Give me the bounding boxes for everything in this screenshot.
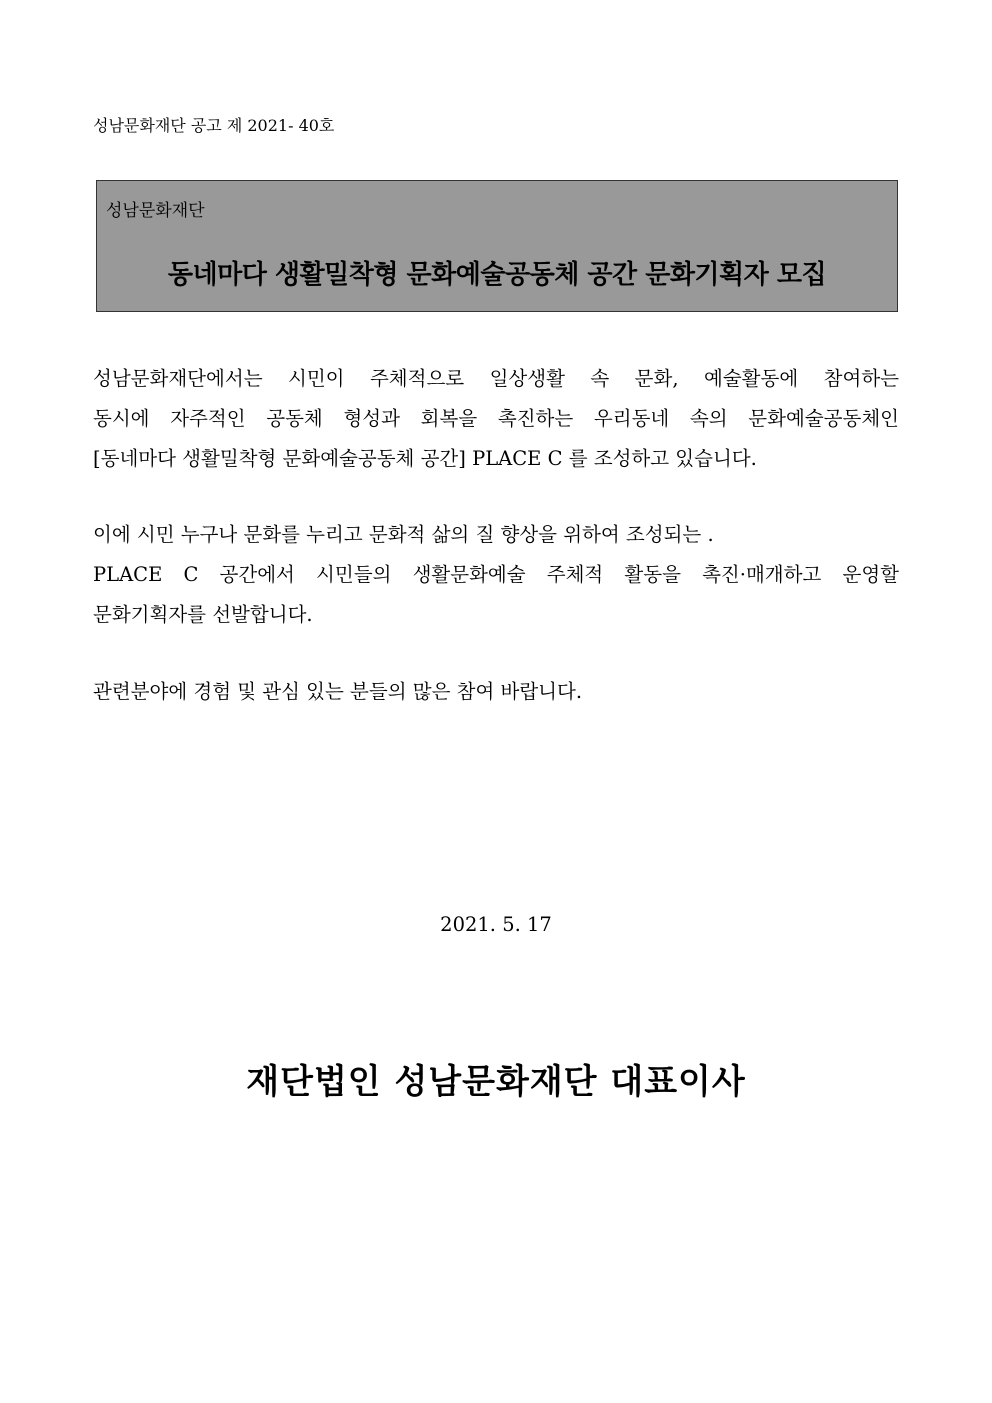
paragraph-line: PLACE C 공간에서 시민들의 생활문화예술 주체적 활동을 촉진·매개하고 운영할 [93,563,899,586]
paragraph-closing [93,672,899,712]
paragraph-line: 동시에 자주적인 공동체 형성과 회복을 촉진하는 우리동네 속의 문화예술공동체인 [93,407,899,430]
paragraph-line: [동네마다 생활밀착형 문화예술공동체 공간] PLACE C 를 조성하고 있습니다. [93,447,757,470]
header-title: 동네마다 생활밀착형 문화예술공동체 공간 문화기획자 모집 [167,260,827,290]
notice-date: 2021. 5. 17 [440,913,552,936]
paragraph-line: 관련분야에 경험 및 관심 있는 분들의 많은 참여 바랍니다. [93,680,583,703]
header-box [96,180,898,312]
paragraph-line: 성남문화재단에서는 시민이 주체적으로 일상생활 속 문화, 예술활동에 참여하는 [93,367,899,390]
paragraph-line: 문화기획자를 선발합니다. [93,603,313,626]
paragraph-intro [93,359,899,479]
header-organization: 성남문화재단 [106,201,205,221]
paragraph-line: 이에 시민 누구나 문화를 누리고 문화적 삶의 질 향상을 위하여 조성되는 . [93,523,714,546]
signature: 재단법인 성남문화재단 대표이사 [246,1062,746,1102]
notice-number: 성남문화재단 공고 제 2021- 40호 [93,116,335,135]
paragraph-purpose [93,515,899,635]
